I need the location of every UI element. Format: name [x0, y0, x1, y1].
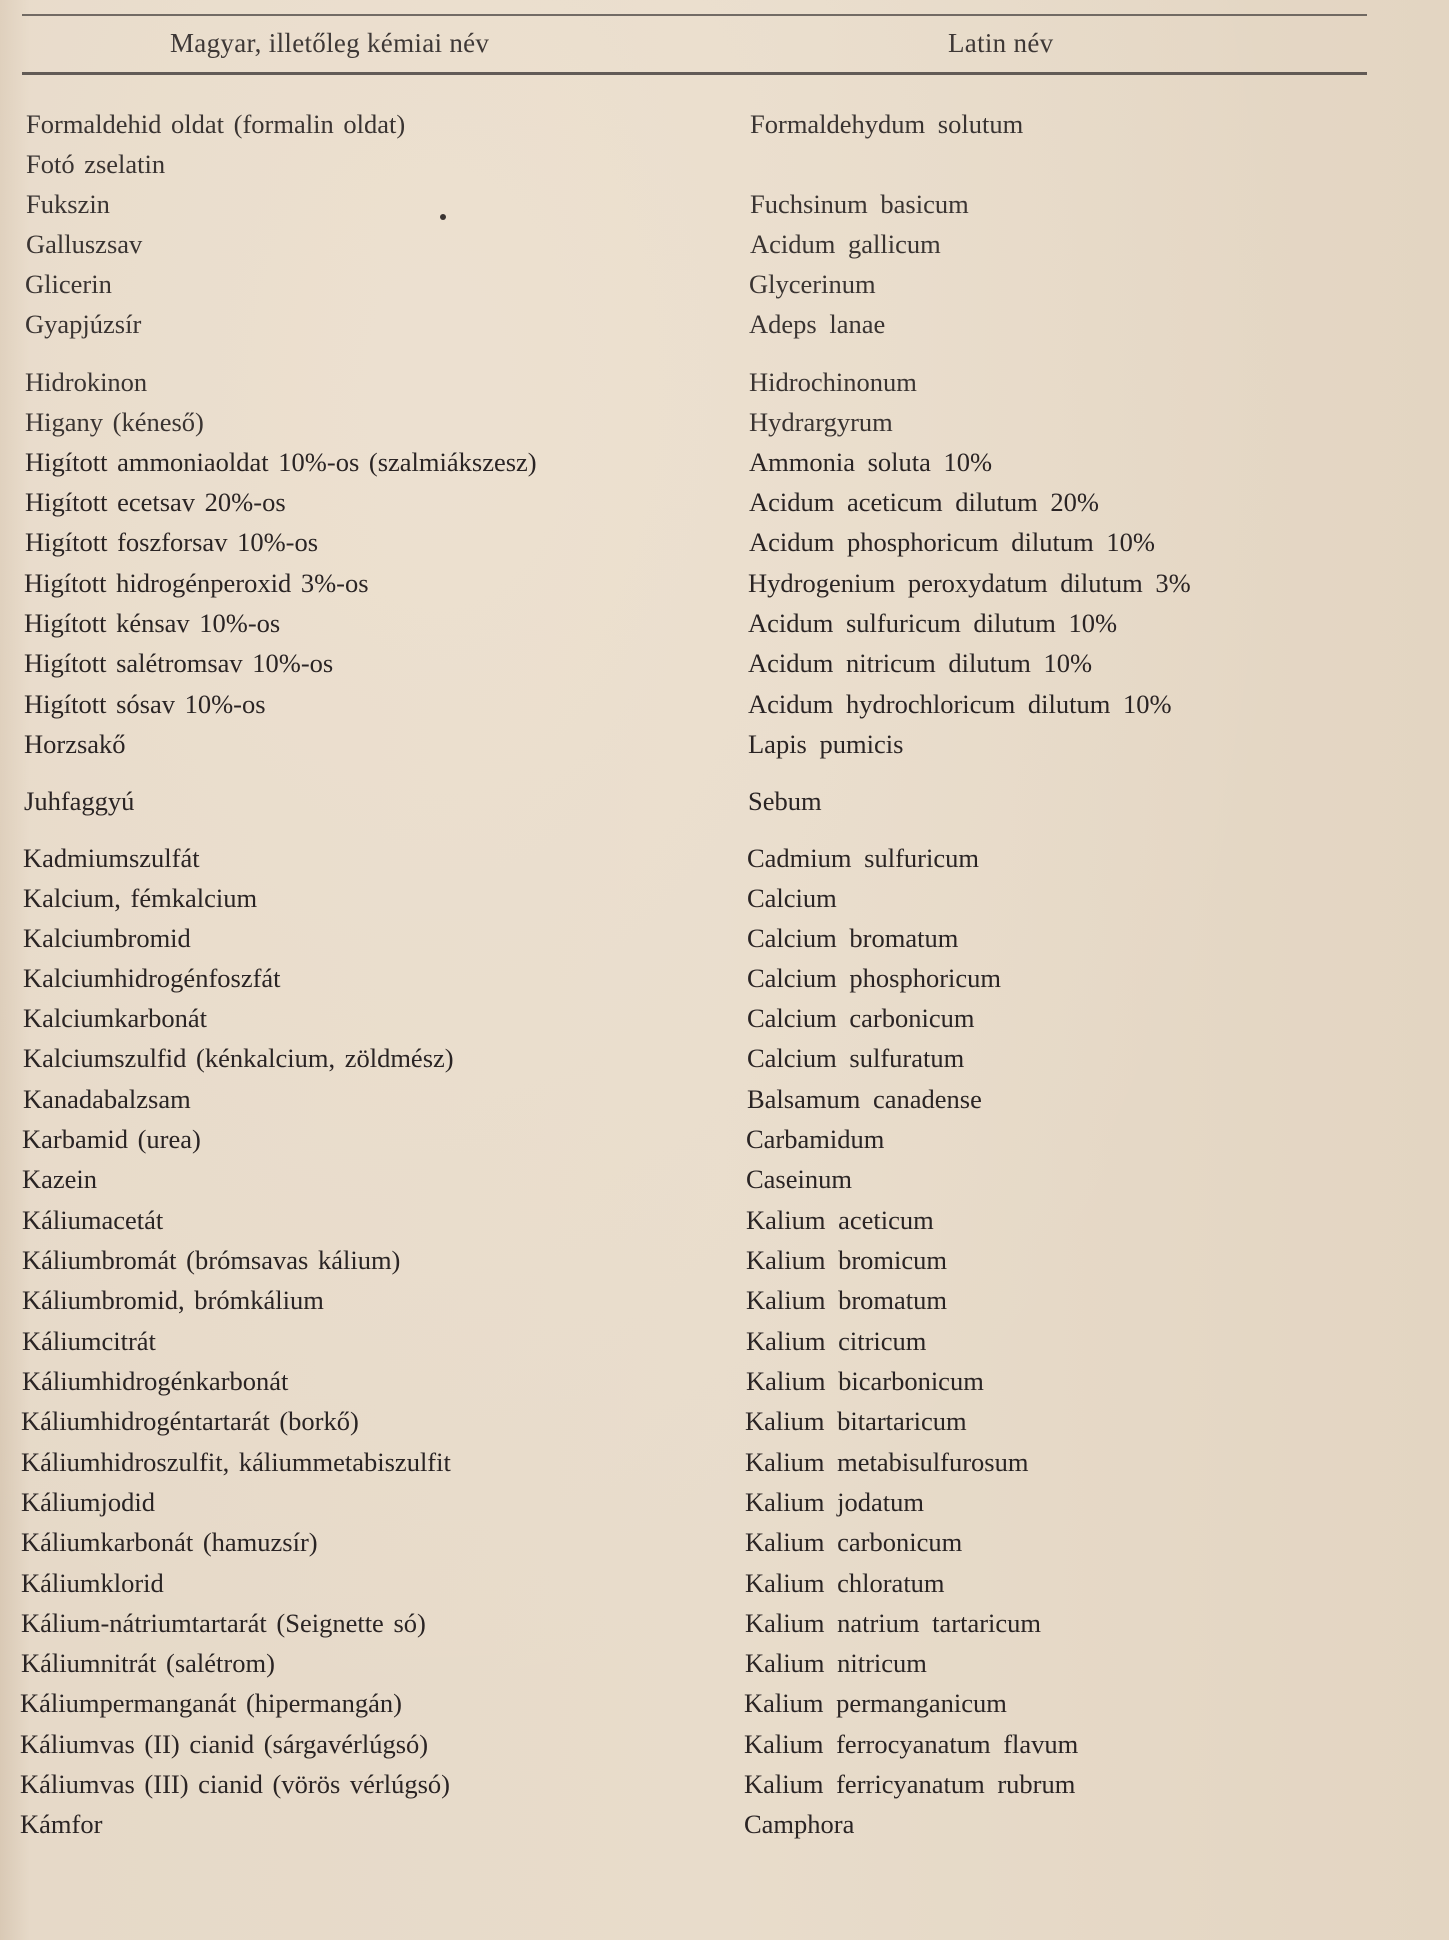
table-row [0, 1643, 1449, 1683]
table-row [0, 684, 1449, 724]
table-row [0, 1159, 1449, 1199]
latin-name-cell: Calcium carbonicum [747, 1003, 975, 1033]
table-row [0, 522, 1449, 562]
latin-name-cell: Calcium phosphoricum [747, 963, 1002, 993]
latin-name-cell: Acidum sulfuricum dilutum 10% [748, 608, 1118, 638]
hungarian-name-cell: Galluszsav [26, 229, 143, 259]
latin-name-cell: Hidrochinonum [749, 367, 917, 397]
table-row [0, 144, 1449, 184]
latin-name-cell: Caseinum [746, 1164, 852, 1194]
table-row [0, 1522, 1449, 1562]
latin-name-cell: Kalium carbonicum [745, 1527, 963, 1557]
latin-name-cell: Fuchsinum basicum [750, 189, 969, 219]
table-row [0, 1683, 1449, 1723]
latin-name-cell: Kalium aceticum [746, 1205, 934, 1235]
hungarian-name-cell: Kanadabalzsam [23, 1084, 191, 1114]
latin-name-cell: Acidum phosphoricum dilutum 10% [749, 527, 1155, 557]
hungarian-name-cell: Kadmiumszulfát [23, 843, 200, 873]
latin-name-cell: Kalium permanganicum [744, 1688, 1007, 1718]
table-row [0, 402, 1449, 442]
hungarian-name-cell: Kalcium, fémkalcium [23, 883, 258, 913]
latin-name-cell: Kalium bicarbonicum [746, 1366, 984, 1396]
hungarian-name-cell: Higított ammoniaoldat 10%-os (szalmiákszesz) [25, 447, 537, 477]
hungarian-name-cell: Kalciumhidrogénfoszfát [23, 963, 281, 993]
latin-name-cell: Adeps lanae [749, 309, 886, 339]
hungarian-name-cell: Káliumklorid [21, 1568, 164, 1598]
table-row [0, 1482, 1449, 1522]
latin-name-cell: Balsamum canadense [747, 1084, 982, 1114]
table-row [0, 1361, 1449, 1401]
hungarian-name-cell: Fotó zselatin [26, 149, 166, 179]
table-row [0, 1442, 1449, 1482]
hungarian-name-cell: Higított hidrogénperoxid 3%-os [24, 568, 369, 598]
latin-name-cell: Kalium bromatum [746, 1285, 948, 1315]
hungarian-name-cell: Higany (kéneső) [25, 407, 204, 437]
table-row [0, 264, 1449, 304]
hungarian-name-cell: Kalciumkarbonát [23, 1003, 207, 1033]
hungarian-name-cell: Higított ecetsav 20%-os [25, 487, 286, 517]
latin-name-cell: Hydrargyrum [749, 407, 893, 437]
hungarian-name-cell: Káliumhidroszulfit, káliummetabiszulfit [21, 1447, 451, 1477]
table-row [0, 643, 1449, 683]
table-row [0, 1804, 1449, 1844]
header-rule [22, 72, 1367, 75]
hungarian-name-cell: Káliumjodid [21, 1487, 155, 1517]
hungarian-name-cell: Higított kénsav 10%-os [24, 608, 281, 638]
latin-name-cell: Carbamidum [746, 1124, 885, 1154]
latin-name-cell: Sebum [748, 786, 822, 816]
hungarian-name-cell: Higított foszforsav 10%-os [25, 527, 319, 557]
hungarian-name-cell: Kalciumbromid [23, 923, 191, 953]
latin-name-cell: Acidum aceticum dilutum 20% [749, 487, 1099, 517]
hungarian-name-cell: Kalciumszulfid (kénkalcium, zöldmész) [23, 1043, 454, 1073]
table-row [0, 362, 1449, 402]
hungarian-name-cell: Káliumhidrogéntartarát (borkő) [21, 1406, 359, 1436]
table-row [0, 1321, 1449, 1361]
table-row [0, 724, 1449, 764]
table-row [0, 1603, 1449, 1643]
table-row [0, 1240, 1449, 1280]
hungarian-name-cell: Gyapjúzsír [25, 309, 142, 339]
table-row [0, 1401, 1449, 1441]
column-header-latin: Latin név [948, 28, 1054, 58]
latin-name-cell: Cadmium sulfuricum [747, 843, 979, 873]
latin-name-cell: Calcium bromatum [747, 923, 959, 953]
column-header-hungarian: Magyar, illetőleg kémiai név [170, 28, 490, 58]
hungarian-name-cell: Juhfaggyú [24, 786, 135, 816]
hungarian-name-cell: Higított salétromsav 10%-os [24, 648, 334, 678]
table-row [0, 304, 1449, 344]
hungarian-name-cell: Káliumkarbonát (hamuzsír) [21, 1527, 318, 1557]
table-row [0, 1280, 1449, 1320]
hungarian-name-cell: Higított sósav 10%-os [24, 689, 266, 719]
latin-name-cell: Calcium [747, 883, 837, 913]
table-row [0, 838, 1449, 878]
top-rule [22, 14, 1367, 16]
table-row [0, 1038, 1449, 1078]
hungarian-name-cell: Káliumcitrát [22, 1326, 156, 1356]
latin-name-cell: Ammonia soluta 10% [749, 447, 993, 477]
table-row [0, 184, 1449, 224]
table-row [0, 918, 1449, 958]
hungarian-name-cell: Horzsakő [24, 729, 126, 759]
latin-name-cell: Hydrogenium peroxydatum dilutum 3% [748, 568, 1191, 598]
latin-name-cell: Kalium bromicum [746, 1245, 948, 1275]
table-row [0, 442, 1449, 482]
hungarian-name-cell: Karbamid (urea) [22, 1124, 201, 1154]
latin-name-cell: Glycerinum [749, 269, 876, 299]
latin-name-cell: Kalium nitricum [745, 1648, 927, 1678]
latin-name-cell: Kalium ferrocyanatum flavum [744, 1729, 1079, 1759]
hungarian-name-cell: Káliumbromid, brómkálium [22, 1285, 324, 1315]
latin-name-cell: Kalium bitartaricum [745, 1406, 967, 1436]
table-row [0, 104, 1449, 144]
hungarian-name-cell: Káliumpermanganát (hipermangán) [20, 1688, 402, 1718]
table-row [0, 1764, 1449, 1804]
latin-name-cell: Lapis pumicis [748, 729, 904, 759]
hungarian-name-cell: Káliumvas (II) cianid (sárgavérlúgsó) [20, 1729, 429, 1759]
latin-name-cell: Acidum hydrochloricum dilutum 10% [748, 689, 1172, 719]
latin-name-cell: Kalium natrium tartaricum [745, 1608, 1042, 1638]
hungarian-name-cell: Káliumbromát (brómsavas kálium) [22, 1245, 401, 1275]
table-row [0, 482, 1449, 522]
hungarian-name-cell: Kálium-nátriumtartarát (Seignette só) [21, 1608, 426, 1638]
latin-name-cell: Camphora [744, 1809, 855, 1839]
hungarian-name-cell: Káliumnitrát (salétrom) [21, 1648, 275, 1678]
table-row [0, 603, 1449, 643]
latin-name-cell: Acidum gallicum [750, 229, 941, 259]
latin-name-cell: Kalium citricum [746, 1326, 927, 1356]
latin-name-cell: Formaldehydum solutum [750, 109, 1024, 139]
hungarian-name-cell: Hidrokinon [25, 367, 148, 397]
hungarian-name-cell: Káliumhidrogénkarbonát [22, 1366, 289, 1396]
table-row [0, 224, 1449, 264]
hungarian-name-cell: Formaldehid oldat (formalin oldat) [26, 109, 406, 139]
table-row [0, 1563, 1449, 1603]
latin-name-cell: Kalium metabisulfurosum [745, 1447, 1029, 1477]
latin-name-cell: Kalium chloratum [745, 1568, 945, 1598]
table-row [0, 958, 1449, 998]
table-row [0, 781, 1449, 821]
hungarian-name-cell: Kámfor [20, 1809, 103, 1839]
latin-name-cell: Kalium jodatum [745, 1487, 924, 1517]
table-row [0, 1724, 1449, 1764]
latin-name-cell: Calcium sulfuratum [747, 1043, 965, 1073]
table-row [0, 1200, 1449, 1240]
hungarian-name-cell: Káliumacetát [22, 1205, 164, 1235]
latin-name-cell: Kalium ferricyanatum rubrum [744, 1769, 1076, 1799]
hungarian-name-cell: Káliumvas (III) cianid (vörös vérlúgsó) [20, 1769, 450, 1799]
table-row [0, 878, 1449, 918]
hungarian-name-cell: Fukszin [26, 189, 110, 219]
table-row [0, 998, 1449, 1038]
table-row [0, 563, 1449, 603]
hungarian-name-cell: Kazein [22, 1164, 98, 1194]
table-row [0, 1119, 1449, 1159]
latin-name-cell: Acidum nitricum dilutum 10% [748, 648, 1093, 678]
table-row [0, 1079, 1449, 1119]
hungarian-name-cell: Glicerin [25, 269, 112, 299]
